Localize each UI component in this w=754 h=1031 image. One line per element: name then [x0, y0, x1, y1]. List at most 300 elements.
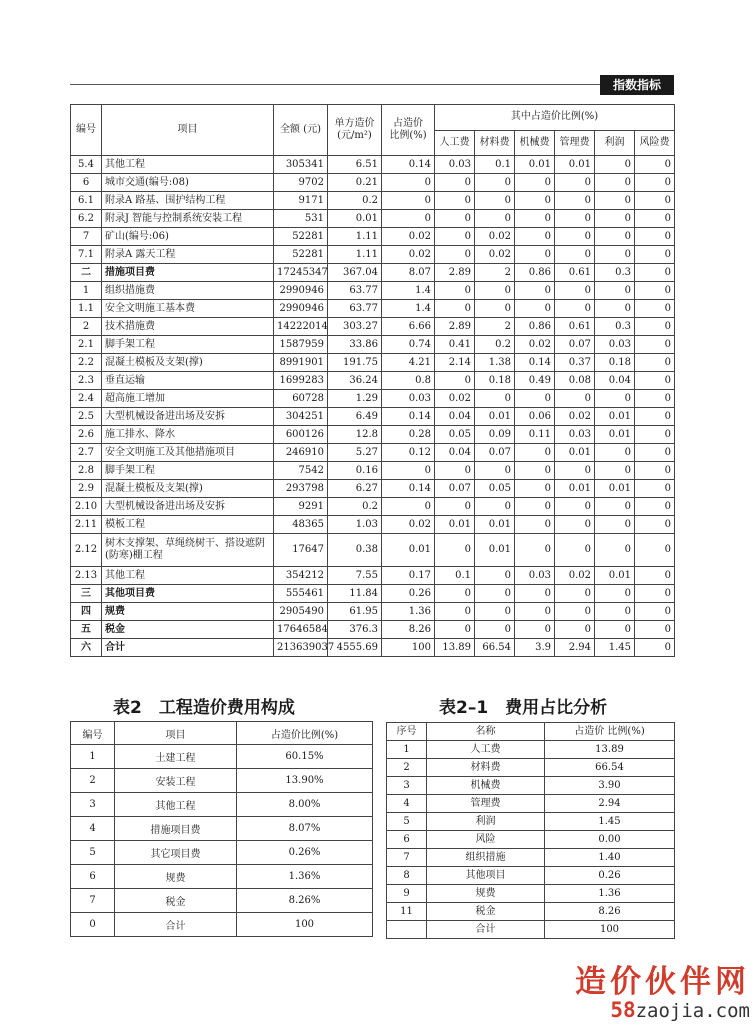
table-row	[71, 913, 373, 937]
row-item: 其他工程	[102, 567, 274, 585]
row-machine: 0.01	[515, 156, 555, 174]
row-item: 脚手架工程	[102, 462, 274, 480]
row-risk: 0	[635, 603, 675, 621]
t21-row-seq: 9	[387, 885, 427, 903]
row-material: 0.2	[475, 336, 515, 354]
t21-row-seq: 6	[387, 831, 427, 849]
row-code: 7	[71, 228, 102, 246]
row-labor: 0.07	[435, 480, 475, 498]
row-management: 0.02	[555, 567, 595, 585]
row-labor: 0.03	[435, 156, 475, 174]
row-ratio: 0.14	[382, 156, 435, 174]
t2-row-code: 7	[71, 889, 115, 913]
row-code: 5.4	[71, 156, 102, 174]
table2-caption: 表2 工程造价费用构成	[113, 698, 295, 718]
t21-row-ratio: 1.45	[545, 813, 675, 831]
row-management: 0	[555, 174, 595, 192]
row-risk: 0	[635, 480, 675, 498]
t21-row-seq: 5	[387, 813, 427, 831]
row-risk: 0	[635, 156, 675, 174]
table-row	[71, 793, 373, 817]
row-risk: 0	[635, 585, 675, 603]
row-unit-price: 4555.69	[328, 639, 382, 657]
header-machine: 机械费	[515, 130, 555, 156]
row-machine: 0	[515, 585, 555, 603]
row-management: 0.02	[555, 408, 595, 426]
row-management: 0	[555, 210, 595, 228]
t21-row-ratio: 0.00	[545, 831, 675, 849]
row-machine: 0	[515, 603, 555, 621]
row-amount: 52281	[274, 246, 328, 264]
row-machine: 0	[515, 444, 555, 462]
row-material: 0.02	[475, 228, 515, 246]
row-ratio: 0.01	[382, 534, 435, 567]
t21-row-name: 材料费	[427, 759, 545, 777]
row-ratio: 0.26	[382, 585, 435, 603]
row-machine: 0.49	[515, 372, 555, 390]
row-labor: 0	[435, 498, 475, 516]
row-material: 0	[475, 462, 515, 480]
row-profit: 0	[595, 621, 635, 639]
row-item: 其他工程	[102, 156, 274, 174]
t2-row-ratio: 13.90%	[237, 769, 373, 793]
row-labor: 0	[435, 228, 475, 246]
row-ratio: 4.21	[382, 354, 435, 372]
row-code: 2.6	[71, 426, 102, 444]
table-row	[71, 192, 675, 210]
cost-index-table	[70, 104, 675, 657]
t2-row-code: 6	[71, 865, 115, 889]
t2-header-item: 项目	[115, 722, 237, 745]
row-profit: 0.01	[595, 408, 635, 426]
t21-row-name: 规费	[427, 885, 545, 903]
header-profit: 利润	[595, 130, 635, 156]
row-machine: 0	[515, 174, 555, 192]
row-machine: 0	[515, 210, 555, 228]
row-amount: 9171	[274, 192, 328, 210]
row-item: 附录A 路基、围护结构工程	[102, 192, 274, 210]
header-management: 管理费	[555, 130, 595, 156]
row-profit: 0	[595, 228, 635, 246]
row-unit-price: 0.21	[328, 174, 382, 192]
table-row	[387, 777, 675, 795]
row-risk: 0	[635, 639, 675, 657]
row-ratio: 8.07	[382, 264, 435, 282]
header-risk: 风险费	[635, 130, 675, 156]
header-ratio	[382, 105, 435, 156]
row-machine: 0.06	[515, 408, 555, 426]
row-amount: 246910	[274, 444, 328, 462]
row-material: 0	[475, 282, 515, 300]
watermark-logo	[575, 965, 750, 1022]
row-unit-price: 12.8	[328, 426, 382, 444]
row-profit: 0	[595, 603, 635, 621]
row-profit: 0	[595, 462, 635, 480]
t21-row-seq: 2	[387, 759, 427, 777]
row-material: 0	[475, 192, 515, 210]
t2-row-code: 5	[71, 841, 115, 865]
table-row	[71, 534, 675, 567]
table-row	[71, 318, 675, 336]
row-amount: 17245347	[274, 264, 328, 282]
watermark-num: 58	[610, 998, 636, 1022]
row-item: 税金	[102, 621, 274, 639]
row-item: 城市交通(编号:08)	[102, 174, 274, 192]
row-ratio: 1.36	[382, 603, 435, 621]
t2-row-ratio: 100	[237, 913, 373, 937]
row-profit: 0	[595, 174, 635, 192]
header-ratio-line2: 比例(%)	[389, 130, 427, 141]
cost-ratio-table-body	[387, 741, 675, 939]
row-ratio: 0.03	[382, 390, 435, 408]
row-code: 2.5	[71, 408, 102, 426]
row-machine: 0	[515, 516, 555, 534]
t2-row-item: 安装工程	[115, 769, 237, 793]
row-profit: 0.18	[595, 354, 635, 372]
table-row	[71, 498, 675, 516]
row-material: 1.38	[475, 354, 515, 372]
t21-row-ratio: 2.94	[545, 795, 675, 813]
header-amount: 全额 (元)	[274, 105, 328, 156]
t21-row-ratio: 66.54	[545, 759, 675, 777]
row-profit: 0	[595, 390, 635, 408]
row-unit-price: 11.84	[328, 585, 382, 603]
row-ratio: 0.02	[382, 516, 435, 534]
row-profit: 0	[595, 210, 635, 228]
header-labor: 人工费	[435, 130, 475, 156]
watermark-cn: 造价伙伴网	[575, 964, 750, 1000]
table-row	[387, 885, 675, 903]
row-labor: 0	[435, 621, 475, 639]
row-management: 0.03	[555, 426, 595, 444]
row-risk: 0	[635, 534, 675, 567]
row-unit-price: 5.27	[328, 444, 382, 462]
row-machine: 0.86	[515, 264, 555, 282]
row-risk: 0	[635, 264, 675, 282]
row-amount: 48365	[274, 516, 328, 534]
row-management: 0	[555, 516, 595, 534]
row-material: 0	[475, 621, 515, 639]
row-material: 0	[475, 174, 515, 192]
row-material: 0.01	[475, 534, 515, 567]
row-management: 0.08	[555, 372, 595, 390]
row-code: 2.3	[71, 372, 102, 390]
row-ratio: 100	[382, 639, 435, 657]
row-labor: 0.02	[435, 390, 475, 408]
row-amount: 17647	[274, 534, 328, 567]
t2-row-ratio: 8.00%	[237, 793, 373, 817]
section-tag: 指数指标	[600, 75, 674, 95]
row-amount: 9291	[274, 498, 328, 516]
t2-row-code: 2	[71, 769, 115, 793]
row-amount: 7542	[274, 462, 328, 480]
row-machine: 0	[515, 246, 555, 264]
t2-header-code: 编号	[71, 722, 115, 745]
row-code: 1	[71, 282, 102, 300]
row-profit: 0	[595, 156, 635, 174]
row-management: 0.37	[555, 354, 595, 372]
row-item: 混凝土模板及支架(撑)	[102, 480, 274, 498]
row-machine: 0	[515, 480, 555, 498]
row-item: 施工排水、降水	[102, 426, 274, 444]
t21-row-ratio: 8.26	[545, 903, 675, 921]
t2-row-code: 3	[71, 793, 115, 817]
t21-row-ratio: 0.26	[545, 867, 675, 885]
header-unit-price-label: 单方造价	[334, 118, 375, 129]
table-row	[71, 426, 675, 444]
table-row	[71, 390, 675, 408]
row-labor: 0	[435, 300, 475, 318]
row-amount: 354212	[274, 567, 328, 585]
row-amount: 8991901	[274, 354, 328, 372]
row-amount: 293798	[274, 480, 328, 498]
row-code: 7.1	[71, 246, 102, 264]
row-code: 2.9	[71, 480, 102, 498]
row-management: 0.61	[555, 264, 595, 282]
row-risk: 0	[635, 426, 675, 444]
row-amount: 213639037	[274, 639, 328, 657]
row-amount: 555461	[274, 585, 328, 603]
table21-caption: 表2–1 费用占比分析	[439, 698, 608, 718]
header-rule	[70, 84, 674, 85]
row-material: 0	[475, 300, 515, 318]
row-machine: 0	[515, 282, 555, 300]
row-ratio: 0	[382, 498, 435, 516]
row-risk: 0	[635, 282, 675, 300]
row-material: 0.05	[475, 480, 515, 498]
row-labor: 0	[435, 534, 475, 567]
table-row	[71, 210, 675, 228]
row-unit-price: 33.86	[328, 336, 382, 354]
row-material: 0	[475, 498, 515, 516]
row-machine: 0	[515, 228, 555, 246]
row-material: 0	[475, 210, 515, 228]
row-management: 0.01	[555, 156, 595, 174]
table-row	[71, 603, 675, 621]
table-row	[71, 408, 675, 426]
row-labor: 0.01	[435, 516, 475, 534]
row-unit-price: 6.49	[328, 408, 382, 426]
row-risk: 0	[635, 192, 675, 210]
row-management: 0	[555, 228, 595, 246]
row-item: 技术措施费	[102, 318, 274, 336]
header-breakdown-group: 其中占造价比例(%)	[435, 105, 675, 131]
row-code: 四	[71, 603, 102, 621]
row-code: 2.13	[71, 567, 102, 585]
t21-row-ratio: 13.89	[545, 741, 675, 759]
t21-header-name: 名称	[427, 723, 545, 741]
header-unit-price-unit: (元/m²)	[337, 130, 372, 141]
row-unit-price: 0.16	[328, 462, 382, 480]
row-item: 混凝土模板及支架(撑)	[102, 354, 274, 372]
row-machine: 0.03	[515, 567, 555, 585]
row-profit: 0	[595, 534, 635, 567]
t21-row-name: 组织措施	[427, 849, 545, 867]
row-material: 0.01	[475, 408, 515, 426]
row-material: 66.54	[475, 639, 515, 657]
table-row	[71, 228, 675, 246]
row-labor: 0	[435, 462, 475, 480]
table-row	[71, 174, 675, 192]
row-ratio: 8.26	[382, 621, 435, 639]
row-code: 6.1	[71, 192, 102, 210]
row-labor: 0.1	[435, 567, 475, 585]
row-material: 2	[475, 318, 515, 336]
row-code: 1.1	[71, 300, 102, 318]
row-ratio: 0.8	[382, 372, 435, 390]
row-unit-price: 1.03	[328, 516, 382, 534]
row-machine: 0	[515, 192, 555, 210]
table-row	[387, 795, 675, 813]
row-code: 2.11	[71, 516, 102, 534]
row-labor: 0.04	[435, 444, 475, 462]
row-amount: 9702	[274, 174, 328, 192]
row-amount: 17646584	[274, 621, 328, 639]
row-profit: 0.04	[595, 372, 635, 390]
row-machine: 0.14	[515, 354, 555, 372]
row-profit: 0	[595, 282, 635, 300]
t21-row-name: 人工费	[427, 741, 545, 759]
table-row	[71, 865, 373, 889]
row-item: 安全文明施工基本费	[102, 300, 274, 318]
t2-row-item: 其它项目费	[115, 841, 237, 865]
table-row	[71, 282, 675, 300]
row-material: 0	[475, 585, 515, 603]
row-ratio: 0.14	[382, 480, 435, 498]
t2-row-ratio: 1.36%	[237, 865, 373, 889]
t2-row-code: 4	[71, 817, 115, 841]
row-amount: 2905490	[274, 603, 328, 621]
row-profit: 0	[595, 516, 635, 534]
row-unit-price: 191.75	[328, 354, 382, 372]
row-item: 大型机械设备进出场及安拆	[102, 408, 274, 426]
row-item: 脚手架工程	[102, 336, 274, 354]
row-code: 2.10	[71, 498, 102, 516]
row-unit-price: 6.51	[328, 156, 382, 174]
row-amount: 60728	[274, 390, 328, 408]
row-management: 0	[555, 300, 595, 318]
row-labor: 2.14	[435, 354, 475, 372]
row-management: 0	[555, 603, 595, 621]
row-labor: 0	[435, 210, 475, 228]
row-management: 0.01	[555, 480, 595, 498]
row-labor: 0.05	[435, 426, 475, 444]
row-unit-price: 367.04	[328, 264, 382, 282]
table-row	[387, 831, 675, 849]
row-risk: 0	[635, 408, 675, 426]
row-unit-price: 7.55	[328, 567, 382, 585]
row-code: 2.12	[71, 534, 102, 567]
table-row	[387, 759, 675, 777]
row-labor: 0	[435, 192, 475, 210]
row-item: 规费	[102, 603, 274, 621]
t2-row-item: 税金	[115, 889, 237, 913]
row-labor: 0	[435, 372, 475, 390]
row-management: 0	[555, 192, 595, 210]
row-risk: 0	[635, 336, 675, 354]
row-machine: 0	[515, 390, 555, 408]
t21-header-ratio: 占造价 比例(%)	[545, 723, 675, 741]
row-amount: 1699283	[274, 372, 328, 390]
t21-row-seq: 4	[387, 795, 427, 813]
row-risk: 0	[635, 372, 675, 390]
t21-row-name: 机械费	[427, 777, 545, 795]
row-risk: 0	[635, 444, 675, 462]
table-row	[71, 246, 675, 264]
table-row	[71, 585, 675, 603]
row-material: 0	[475, 603, 515, 621]
row-profit: 0.01	[595, 426, 635, 444]
row-labor: 13.89	[435, 639, 475, 657]
row-ratio: 0	[382, 210, 435, 228]
table-row	[387, 921, 675, 939]
table-row	[71, 817, 373, 841]
t21-header-seq: 序号	[387, 723, 427, 741]
row-amount: 600126	[274, 426, 328, 444]
row-ratio: 0.28	[382, 426, 435, 444]
row-labor: 0	[435, 174, 475, 192]
row-item: 垂直运输	[102, 372, 274, 390]
row-unit-price: 0.2	[328, 192, 382, 210]
row-amount: 531	[274, 210, 328, 228]
row-amount: 2990946	[274, 300, 328, 318]
row-item: 超高施工增加	[102, 390, 274, 408]
row-item: 组织措施费	[102, 282, 274, 300]
row-management: 0	[555, 462, 595, 480]
header-material: 材料费	[475, 130, 515, 156]
row-unit-price: 0.01	[328, 210, 382, 228]
row-profit: 0	[595, 444, 635, 462]
row-risk: 0	[635, 300, 675, 318]
row-material: 0.09	[475, 426, 515, 444]
row-labor: 0	[435, 585, 475, 603]
header-unit-price	[328, 105, 382, 156]
table-row	[71, 444, 675, 462]
row-management: 0	[555, 390, 595, 408]
row-unit-price: 63.77	[328, 282, 382, 300]
table-row	[71, 354, 675, 372]
table-row	[387, 867, 675, 885]
t21-row-name: 风险	[427, 831, 545, 849]
row-profit: 1.45	[595, 639, 635, 657]
header-ratio-line1: 占造价	[393, 118, 423, 129]
t21-row-seq	[387, 921, 427, 939]
row-item: 大型机械设备进出场及安拆	[102, 498, 274, 516]
row-risk: 0	[635, 246, 675, 264]
t2-row-ratio: 0.26%	[237, 841, 373, 865]
t21-row-name: 其他项目	[427, 867, 545, 885]
row-ratio: 0	[382, 174, 435, 192]
t21-row-ratio: 100	[545, 921, 675, 939]
row-code: 六	[71, 639, 102, 657]
row-labor: 0	[435, 282, 475, 300]
row-profit: 0.3	[595, 264, 635, 282]
row-amount: 304251	[274, 408, 328, 426]
t21-row-name: 管理费	[427, 795, 545, 813]
table-row	[387, 741, 675, 759]
row-management: 0.01	[555, 444, 595, 462]
row-profit: 0	[595, 585, 635, 603]
row-profit: 0	[595, 192, 635, 210]
row-ratio: 0.12	[382, 444, 435, 462]
row-amount: 52281	[274, 228, 328, 246]
t2-row-code: 1	[71, 745, 115, 769]
t2-row-item: 规费	[115, 865, 237, 889]
row-management: 0.07	[555, 336, 595, 354]
row-ratio: 1.4	[382, 282, 435, 300]
row-code: 2.2	[71, 354, 102, 372]
header-item: 项目	[102, 105, 274, 156]
